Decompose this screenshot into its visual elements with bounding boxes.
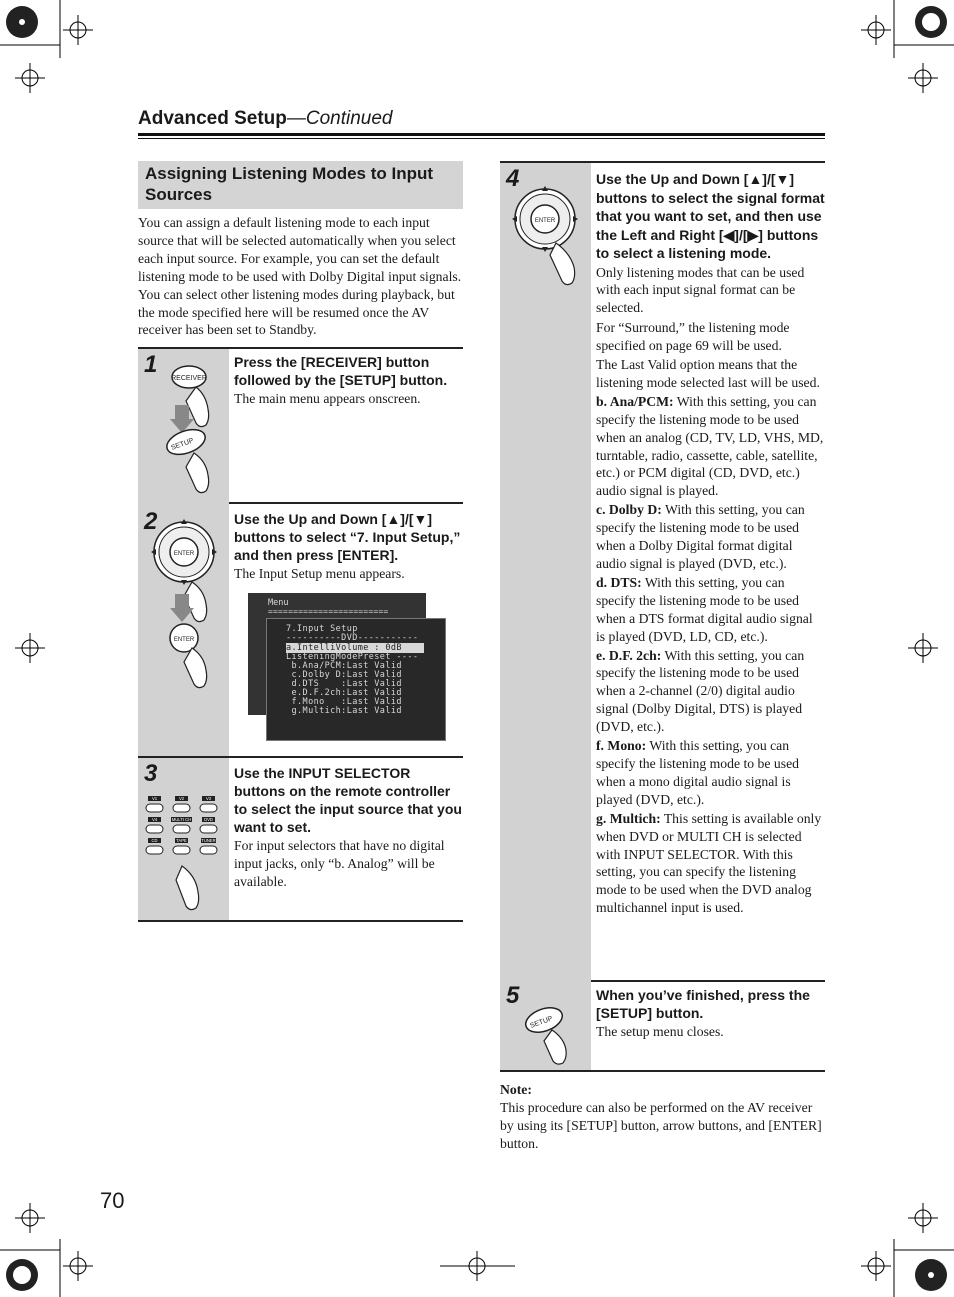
step-number: 2	[144, 508, 158, 535]
screen-line: g.Multich:Last Valid	[286, 706, 402, 716]
screen-line: d.DTS :Last Valid	[286, 679, 402, 689]
screen-line: 7.Input Setup	[286, 624, 358, 634]
enter-button-label: ENTER	[173, 551, 195, 557]
receiver-button-label: RECEIVER	[171, 375, 207, 382]
screen-line: f.Mono :Last Valid	[286, 697, 402, 707]
step-instruction: Use the Up and Down [▲]/[▼] buttons to select the signal format that you want to set, and then use the Left and Right [◀]/[▶] buttons to select a listening mode.	[596, 171, 825, 261]
key-v2: V2	[178, 796, 185, 801]
key-tape: TAPE	[176, 838, 187, 843]
step-text	[234, 764, 463, 891]
step-instruction: Use the INPUT SELECTOR buttons on the remote controller to select the input source that you want to set.	[234, 765, 462, 835]
step-text	[596, 986, 825, 1041]
note-body: This procedure can also be performed on the AV receiver by using its [SETUP] button, arrow buttons, and [ENTER] button.	[500, 1100, 822, 1151]
step-text	[234, 510, 463, 583]
header-rule-thin	[138, 138, 825, 139]
section-intro: You can assign a default listening mode to each input source that will be selected automatically when you select each input source. For example, you can set the default listening mode to be used with Dolby Digital input signals. You can select other listening modes during playback, but the mode specified here will be resumed once the AV receiver has been set to Standby.	[138, 215, 462, 338]
step-1	[138, 347, 463, 504]
step-3	[138, 758, 463, 922]
step-text	[234, 353, 463, 408]
screen-line: c.Dolby D:Last Valid	[286, 670, 402, 680]
screen-line: e.D.F.2ch:Last Valid	[286, 688, 402, 698]
header-title: Advanced Setup	[138, 108, 287, 129]
step-paragraph-dolby-d: c. Dolby D: With this setting, you can specify the listening mode to be used when a Dolby Digital format digital audio signal is played (DVD, etc.).	[596, 502, 805, 571]
screen-line: ListeningModePreset ----	[286, 652, 419, 662]
setup-button-illustration	[500, 980, 591, 1070]
step-gutter	[138, 758, 229, 920]
step-text	[596, 170, 825, 917]
step-paragraph-multich: g. Multich: This setting is available only when DVD or MULTI CH is selected with INPUT SELECTOR. With this setting, you can specify the listening mode to be used when the DVD analog multichannel input is used.	[596, 810, 822, 916]
setup-button-label: SETUP	[529, 1015, 554, 1030]
step-paragraph: For “Surround,” the listening mode specified on page 69 will be used.	[596, 320, 790, 354]
page-header	[138, 108, 393, 130]
key-dvd: DVD	[204, 817, 213, 822]
header-rule	[138, 133, 825, 136]
step-body: The main menu appears onscreen.	[234, 391, 421, 406]
enter-button-illustration	[138, 502, 229, 756]
step-paragraph-dts: d. DTS: With this setting, you can specify the listening mode to be used when a DTS format digital audio signal is played (DVD, LD, CD, etc.).	[596, 574, 813, 644]
key-multich: MULTI CH	[171, 817, 192, 822]
step-paragraph-mono: f. Mono: With this setting, you can specify the listening mode to be used when a mono digital audio signal is played (DVD, etc.).	[596, 738, 799, 807]
step-paragraph: Only listening modes that can be used with each input signal format can be selected.	[596, 264, 805, 316]
step-instruction: Press the [RECEIVER] button followed by the [SETUP] button.	[234, 354, 448, 388]
step-paragraph: The Last Valid option means that the listening mode selected last will be used.	[596, 357, 820, 390]
step-body: For input selectors that have no digital input jacks, only “b. Analog” will be available.	[234, 838, 445, 889]
enter-arrow-buttons-illustration	[500, 163, 591, 293]
step-body: The Input Setup menu appears.	[234, 566, 405, 581]
step-paragraph-df2ch: e. D.F. 2ch: With this setting, you can specify the listening mode to be used when a 2-channel (2/0) digital audio signal (Dolby Digital, DTS) is played (DVD, etc.).	[596, 647, 805, 735]
step-body: The setup menu closes.	[596, 1024, 724, 1039]
step-number: 4	[506, 165, 520, 192]
note-title: Note:	[500, 1082, 532, 1097]
step-number: 3	[144, 760, 158, 787]
key-v1: V1	[151, 796, 158, 801]
step-gutter	[138, 349, 229, 502]
header-continued: —Continued	[286, 108, 393, 129]
step-4	[500, 161, 825, 982]
remote-input-selector-illustration	[138, 758, 229, 920]
key-cd: CD	[151, 838, 158, 843]
key-tuner: TUNER	[201, 838, 216, 843]
step-gutter	[500, 980, 591, 1070]
menu-screen-rule: ========================	[268, 607, 389, 616]
step-5	[500, 980, 825, 1072]
page-number: 70	[100, 1188, 125, 1213]
key-v3: V3	[205, 796, 212, 801]
enter-button-label: ENTER	[534, 218, 556, 224]
step-instruction: When you’ve finished, press the [SETUP] button.	[596, 987, 810, 1021]
step-gutter	[500, 163, 591, 980]
menu-screen-title: Menu	[268, 598, 289, 608]
screen-line-highlighted: a.IntelliVolume : 0dB	[286, 643, 424, 653]
enter-button-label-2: ENTER	[173, 637, 195, 643]
step-gutter	[138, 502, 229, 756]
section-heading-box	[138, 161, 463, 209]
screen-line: ----------DVD-----------	[286, 633, 419, 643]
section-heading: Assigning Listening Modes to Input Sources	[145, 164, 434, 204]
step-paragraph-ana-pcm: b. Ana/PCM: With this setting, you can specify the listening mode to be used when an analog (CD, TV, LD, VHS, MD, turntable, radio, cassette, cable, satellite, etc.) or PCM digital (CD, DVD, etc.) audio signal is played.	[596, 393, 824, 499]
step-number: 1	[144, 351, 158, 378]
key-v4: V4	[151, 817, 158, 822]
input-setup-screen	[266, 618, 446, 741]
step-number: 5	[506, 982, 520, 1009]
step-instruction: Use the Up and Down [▲]/[▼] buttons to select “7. Input Setup,” and then press [ENTER].	[234, 511, 461, 563]
receiver-setup-button-illustration	[138, 349, 229, 502]
screen-line: b.Ana/PCM:Last Valid	[286, 661, 402, 671]
setup-button-label: SETUP	[170, 437, 195, 452]
